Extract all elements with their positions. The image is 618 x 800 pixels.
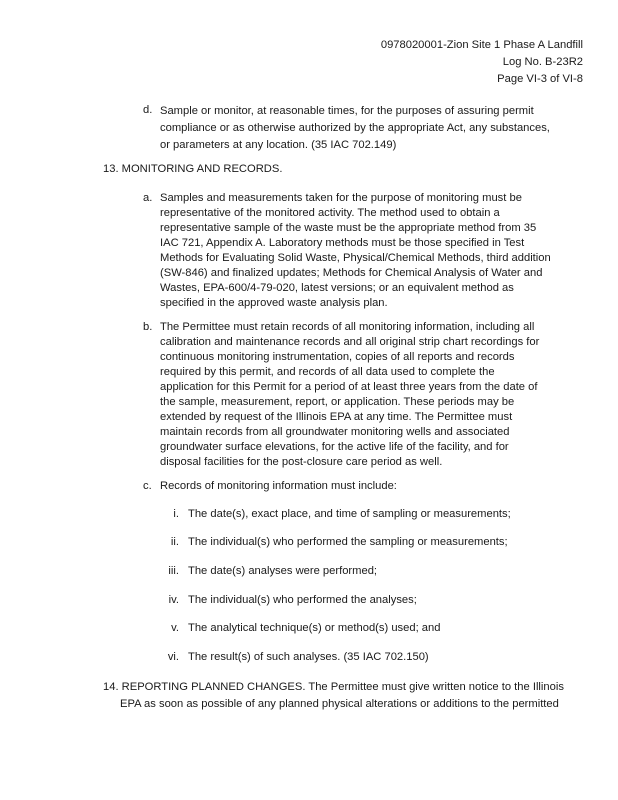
facility-name: 0978020001-Zion Site 1 Phase A Landfill bbox=[380, 39, 583, 51]
text-line: calibration and maintenance records and all original strip chart recordings for bbox=[160, 336, 540, 348]
log-number: Log No. B-23R2 bbox=[502, 56, 583, 68]
list-item: The analytical technique(s) or method(s) used; and bbox=[188, 622, 441, 634]
text-line: representative sample of the waste must be the appropriate method from 35 bbox=[160, 222, 537, 234]
item-b-paragraph bbox=[160, 320, 539, 470]
text-line: The Permittee must retain records of all monitoring information, including all bbox=[160, 321, 535, 333]
text-line: representative of the monitored activity. The method used to obtain a bbox=[160, 207, 500, 219]
list-label: iv. bbox=[168, 594, 179, 606]
text-line: continuous monitoring instrumentation, copies of all reports and records bbox=[160, 351, 515, 363]
page-number: Page VI-3 of VI-8 bbox=[497, 73, 583, 85]
list-label: i. bbox=[173, 508, 179, 520]
text-line: or parameters at any location. (35 IAC 702.149) bbox=[160, 139, 397, 151]
document-header bbox=[381, 37, 583, 88]
list-label: ii. bbox=[170, 536, 179, 548]
item-a-paragraph bbox=[160, 191, 551, 311]
text-line: (SW-846) and finalized updates; Methods for Chemical Analysis of Water and bbox=[160, 267, 543, 279]
list-item: The date(s) analyses were performed; bbox=[188, 565, 378, 577]
text-line: Methods for Evaluating Solid Waste, Physical/Chemical Methods, third addition bbox=[160, 252, 551, 264]
item-label: b. bbox=[143, 321, 153, 333]
item-label: c. bbox=[143, 480, 152, 492]
text-line: the sample, measurement, report, or application. These periods may be bbox=[160, 396, 515, 408]
text-line: maintain records from all groundwater monitoring wells and associated bbox=[160, 426, 510, 438]
text-line: application for this Permit for a period of at least three years from the date of bbox=[160, 381, 538, 393]
section-13-heading: 13. MONITORING AND RECORDS. bbox=[103, 163, 283, 175]
list-label: vi. bbox=[167, 651, 179, 663]
text-line: required by this permit, and records of all data used to complete the bbox=[160, 366, 495, 378]
list-item: The individual(s) who performed the analyses; bbox=[188, 594, 417, 606]
list-item: The individual(s) who performed the sampling or measurements; bbox=[188, 536, 508, 548]
list-item: The result(s) of such analyses. (35 IAC 702.150) bbox=[188, 651, 429, 663]
text-line: 14. REPORTING PLANNED CHANGES. The Permittee must give written notice to the Illinois bbox=[103, 681, 564, 693]
text-line: disposal facilities for the post-closure care period as well. bbox=[160, 456, 443, 468]
item-c-text: Records of monitoring information must include: bbox=[160, 480, 397, 492]
text-line: Wastes, EPA-600/4-79-020, latest versions; or an equivalent method as bbox=[160, 282, 514, 294]
text-line: compliance or as otherwise authorized by the appropriate Act, any substances, bbox=[160, 122, 550, 134]
item-label: d. bbox=[143, 104, 153, 116]
text-line: Samples and measurements taken for the purpose of monitoring must be bbox=[160, 192, 522, 204]
text-line: groundwater surface elevations, for the active life of the facility, and for bbox=[160, 441, 509, 453]
text-line: specified in the approved waste analysis plan. bbox=[160, 297, 388, 309]
text-line: Sample or monitor, at reasonable times, for the purposes of assuring permit bbox=[160, 105, 534, 117]
text-line: EPA as soon as possible of any planned physical alterations or additions to the permitted bbox=[120, 698, 559, 710]
item-d-paragraph bbox=[160, 103, 550, 154]
item-label: a. bbox=[143, 192, 153, 204]
text-line: IAC 721, Appendix A. Laboratory methods must be those specified in Test bbox=[160, 237, 525, 249]
list-label: v. bbox=[171, 622, 179, 634]
list-label: iii. bbox=[168, 565, 179, 577]
section-14-paragraph bbox=[103, 679, 564, 713]
list-item: The date(s), exact place, and time of sampling or measurements; bbox=[188, 508, 511, 520]
text-line: extended by request of the Illinois EPA at any time. The Permittee must bbox=[160, 411, 513, 423]
